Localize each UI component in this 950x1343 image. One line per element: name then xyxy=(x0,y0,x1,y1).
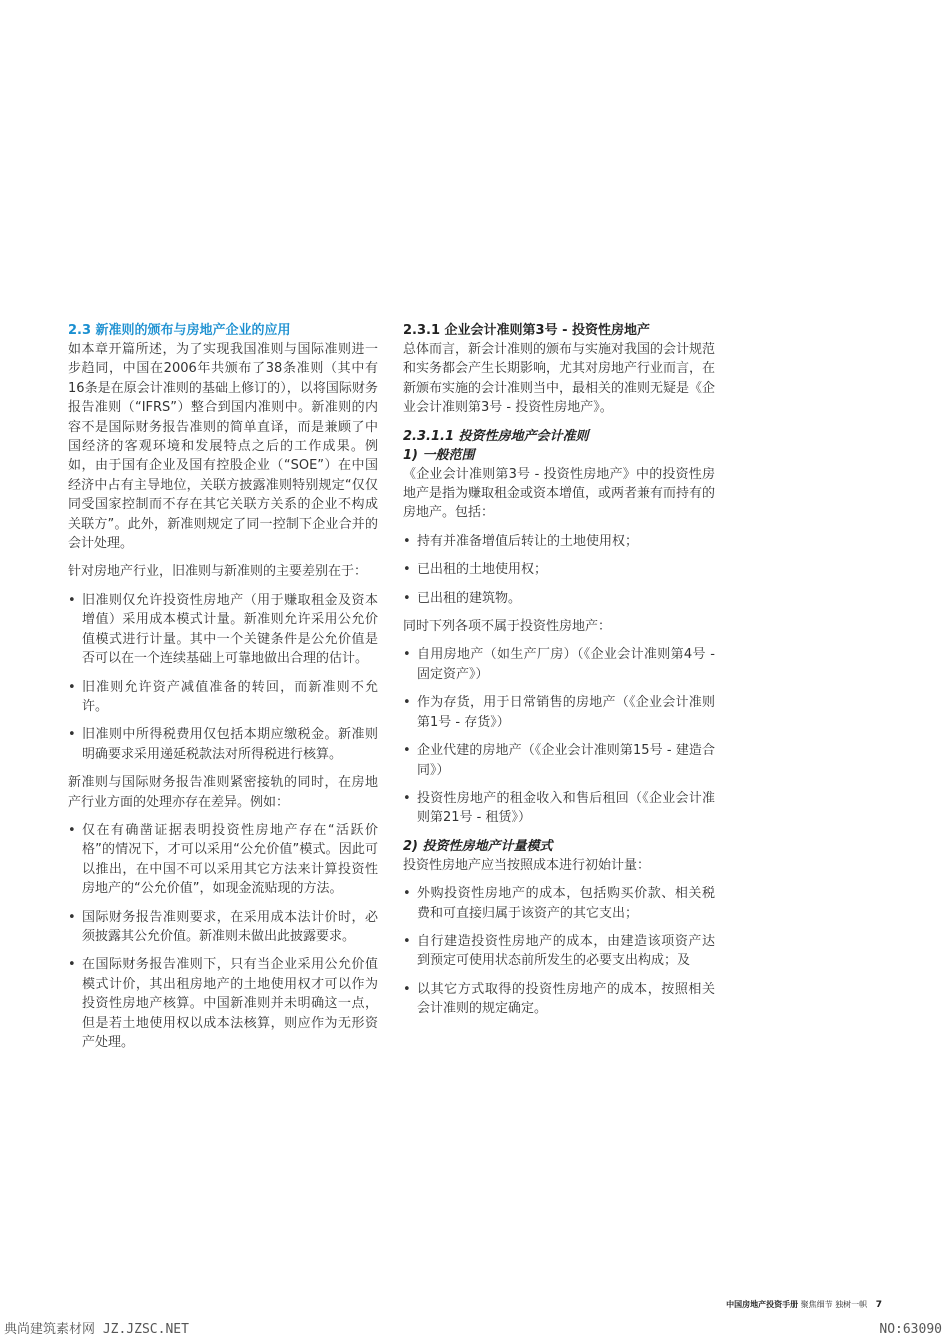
list-item xyxy=(68,678,378,717)
bullet-icon: • xyxy=(403,695,411,711)
ifrs-differences-list xyxy=(68,821,378,1052)
left-column xyxy=(68,321,378,1061)
list-item xyxy=(68,821,378,899)
bullet-icon: • xyxy=(68,909,76,925)
measurement-list xyxy=(403,884,715,1018)
list-item-text: 企业代建的房地产（《企业会计准则第15号 - 建造合同》） xyxy=(417,743,715,778)
list-item-text: 国际财务报告准则要求，在采用成本法计价时，必须披露其公允价值。新准则未做出此披露要求。 xyxy=(82,909,378,944)
bullet-icon: • xyxy=(68,679,76,695)
watermark-site: 典尚建筑素材网 JZ.JZSC.NET xyxy=(4,1322,189,1337)
bullet-icon: • xyxy=(68,727,76,743)
list-item-text: 以其它方式取得的投资性房地产的成本，按照相关会计准则的规定确定。 xyxy=(417,981,715,1017)
list-item xyxy=(403,693,715,732)
differences-intro: 针对房地产行业，旧准则与新准则的主要差别在于： xyxy=(68,564,368,580)
bullet-icon: • xyxy=(403,933,411,949)
bullet-icon: • xyxy=(403,533,411,549)
excluded-intro: 同时下列各项不属于投资性房地产： xyxy=(403,619,612,635)
list-item xyxy=(403,789,715,828)
list-item-text: 已出租的建筑物。 xyxy=(417,590,522,606)
right-column xyxy=(403,321,715,1028)
bullet-icon: • xyxy=(403,981,411,997)
list-item xyxy=(68,955,378,1052)
list-item-text: 自用房地产（如生产厂房）（《企业会计准则第4号 - 固定资产》） xyxy=(417,647,715,682)
subsection-title: 2.3.1 企业会计准则第3号 - 投资性房地产 xyxy=(403,323,651,338)
list-item-text: 作为存货，用于日常销售的房地产（《企业会计准则第1号 - 存货》） xyxy=(417,695,715,730)
section-title: 2.3 新准则的颁布与房地产企业的应用 xyxy=(68,323,291,338)
list-item xyxy=(403,980,715,1019)
intro-paragraph: 如本章开篇所述，为了实现我国准则与国际准则进一步趋同，中国在2006年共颁布了38条准则（其中有16条是在原会计准则的基础上修订的），以将国际财务报告准则（“IFRS”）整合到国内准则中。新准则的内容不是国际财务报告准则的简单直译，而是兼顾了中国经济的客观环境和发展特点之后的工作成果。例如，由于国有企业及国有控股企业（“SOE”）在中国经济中占有主导地位，关联方披露准则特别规定“仅仅同受国家控制而不存在其它关联方关系的企业不构成关联方”。此外，新准则规定了同一控制下企业合并的会计处理。 xyxy=(68,342,378,552)
list-item-text: 外购投资性房地产的成本，包括购买价款、相关税费和可直接归属于该资产的其它支出； xyxy=(417,886,715,921)
bullet-icon: • xyxy=(68,822,76,838)
list-item xyxy=(68,908,378,947)
list-item xyxy=(68,591,378,669)
list-item-text: 旧准则仅允许投资性房地产（用于赚取租金及资本增值）采用成本模式计量。新准则允许采用公允价值模式进行计量。其中一个关键条件是公允价值是否可以在一个连续基础上可靠地做出合理的估计。 xyxy=(82,592,378,667)
bullet-icon: • xyxy=(403,790,411,806)
list-item xyxy=(403,932,715,971)
bullet-icon: • xyxy=(403,562,411,578)
watermark-id: NO:63090 xyxy=(879,1322,942,1337)
list-item xyxy=(403,589,715,608)
list-item xyxy=(403,532,715,551)
list-item xyxy=(68,725,378,764)
list-item-text: 旧准则允许资产减值准备的转回，而新准则不允许。 xyxy=(82,679,378,714)
bullet-icon: • xyxy=(68,592,76,608)
list-item xyxy=(403,741,715,780)
ifrs-intro: 新准则与国际财务报告准则紧密接轨的同时，在房地产行业方面的处理亦存在差异。例如： xyxy=(68,775,378,810)
page-number: 7 xyxy=(875,1300,882,1310)
list-item xyxy=(403,560,715,579)
included-list xyxy=(403,532,715,608)
overview-paragraph: 总体而言，新会计准则的颁布与实施对我国的会计规范和实务都会产生长期影响，尤其对房地产行业而言，在新颁布实施的会计准则当中，最相关的准则无疑是《企业会计准则第3号 - 投资性房地产》。 xyxy=(403,342,716,416)
page-footer xyxy=(726,1299,882,1311)
scope-paragraph: 《企业会计准则第3号 - 投资性房地产》中的投资性房地产是指为赚取租金或资本增值，或两者兼有而持有的房地产。包括： xyxy=(403,466,716,521)
list-item-text: 投资性房地产的租金收入和售后租回（《企业会计准则第21号 - 租赁》） xyxy=(417,790,715,826)
measurement-heading: 2) 投资性房地产计量模式 xyxy=(403,838,553,854)
bullet-icon: • xyxy=(403,590,411,606)
footer-tagline: 聚焦细节 独树一帜 xyxy=(800,1300,868,1309)
list-item-text: 自行建造投资性房地产的成本，由建造该项资产达到预定可使用状态前所发生的必要支出构成；及 xyxy=(417,933,715,969)
bullet-icon: • xyxy=(403,647,411,663)
measurement-paragraph: 投资性房地产应当按照成本进行初始计量： xyxy=(403,857,651,873)
list-item xyxy=(403,645,715,684)
footer-brand: 中国房地产投资手册 xyxy=(726,1300,799,1309)
excluded-list xyxy=(403,645,715,827)
list-item-text: 仅在有确凿证据表明投资性房地产存在“活跃价格”的情况下，才可以采用“公允价值”模式。因此可以推出，在中国不可以采用其它方法来计算投资性房地产的“公允价值”，如现金流贴现的方法。 xyxy=(82,822,378,897)
list-item-text: 在国际财务报告准则下，只有当企业采用公允价值模式计价，其出租房地产的土地使用权才可以作为投资性房地产核算。中国新准则并未明确这一点，但是若土地使用权以成本法核算，则应作为无形资产处理。 xyxy=(82,957,378,1050)
list-item-text: 持有并准备增值后转让的土地使用权； xyxy=(417,533,639,549)
bullet-icon: • xyxy=(68,957,76,973)
standard-heading: 2.3.1.1 投资性房地产会计准则 xyxy=(403,428,589,444)
differences-list xyxy=(68,591,378,764)
list-item-text: 旧准则中所得税费用仅包括本期应缴税金。新准则明确要求采用递延税款法对所得税进行核算。 xyxy=(82,727,378,762)
bullet-icon: • xyxy=(403,886,411,902)
list-item-text: 已出租的土地使用权； xyxy=(417,562,548,578)
bullet-icon: • xyxy=(403,743,411,759)
list-item xyxy=(403,884,715,923)
scope-heading: 1) 一般范围 xyxy=(403,447,475,463)
